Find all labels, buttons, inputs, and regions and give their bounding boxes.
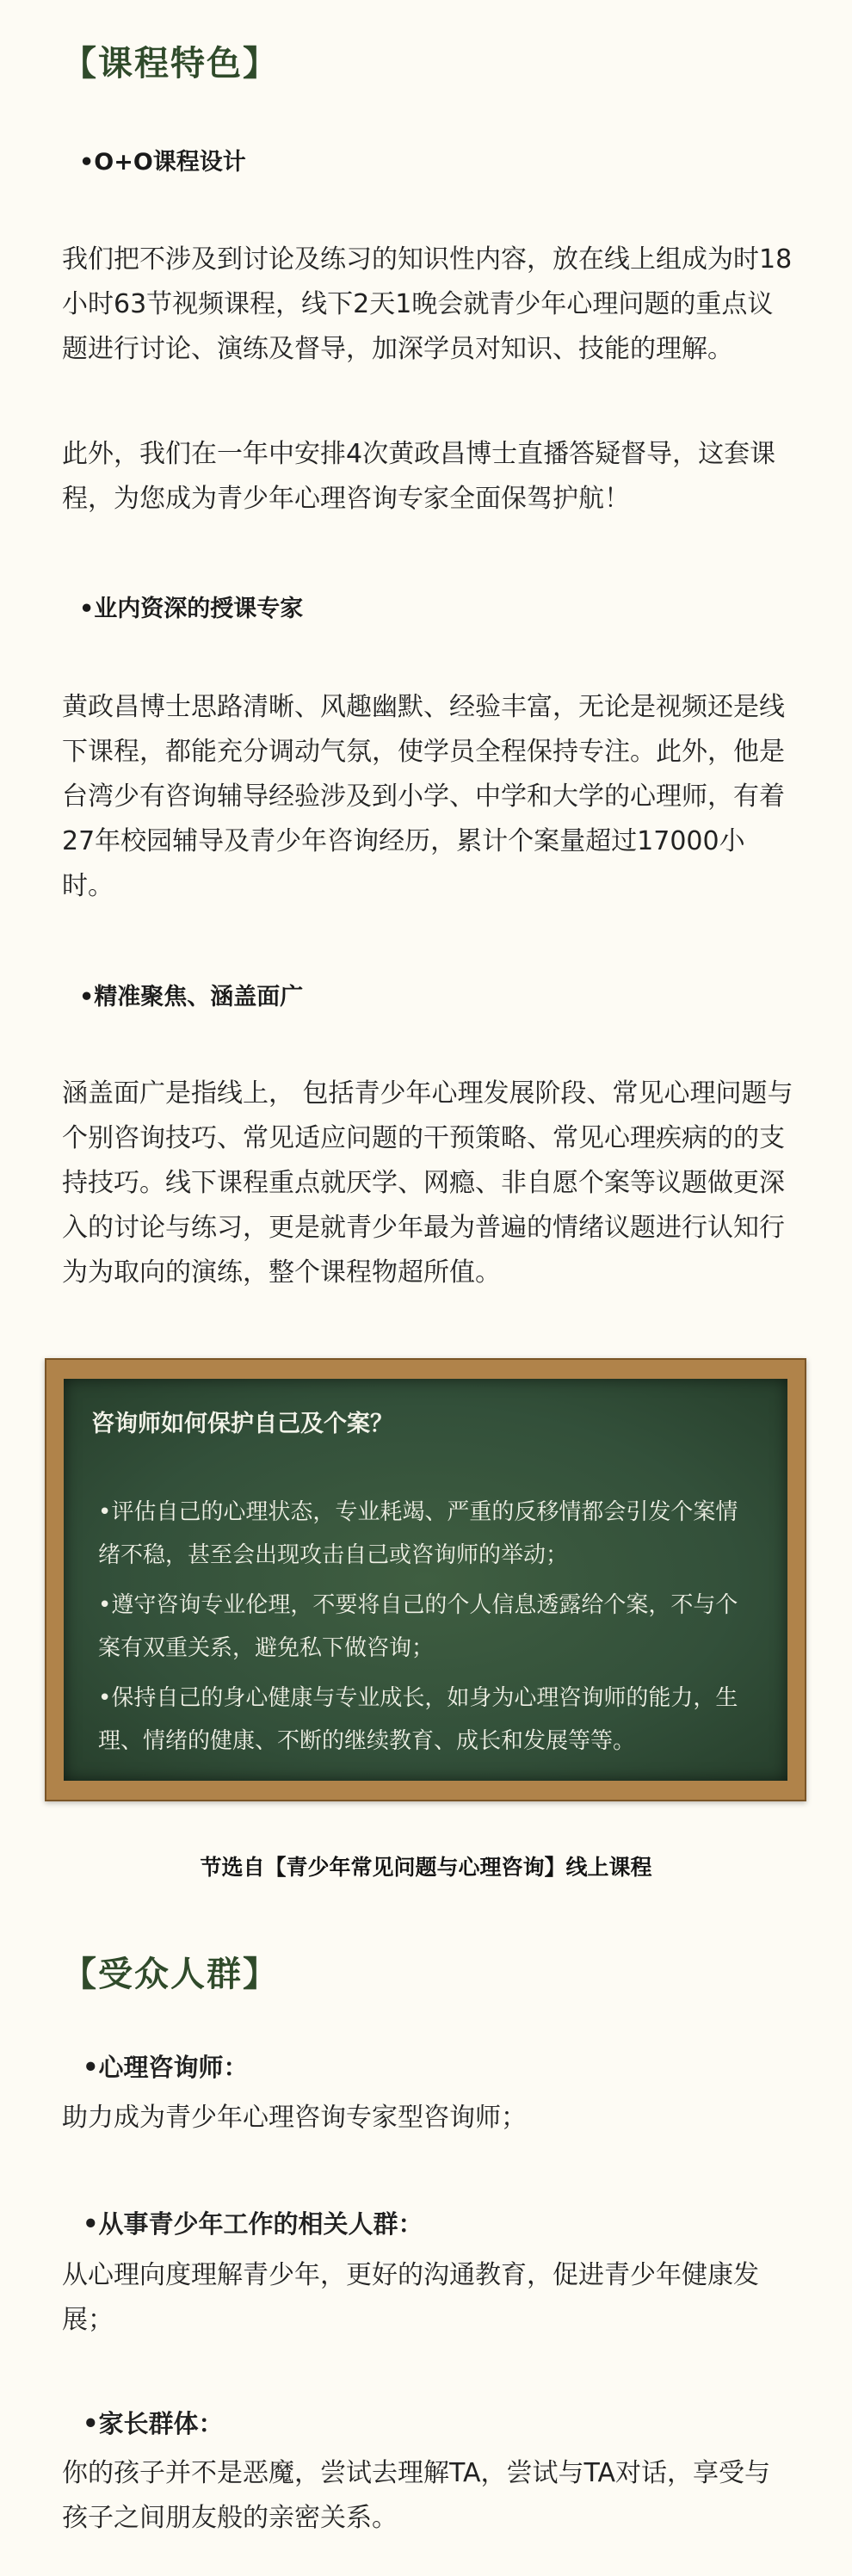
feature-heading-expert: •业内资深的授课专家 [79, 596, 304, 622]
chalkboard-item: •保持自己的身心健康与专业成长，如身为心理咨询师的能力，生理、情绪的健康、不断的继续教育、成长和发展等等。 [98, 1685, 738, 1754]
section-title-audience: 【受众人群】 [62, 1955, 279, 1994]
feature-paragraph-oo-2: 此外，我们在一年中安排4次黄政昌博士直播答疑督导，这套课程，为您成为青少年心理咨询专家全面保驾护航！ [62, 439, 776, 514]
section-title-features: 【课程特色】 [62, 44, 279, 83]
audience-heading-parents: •家长群体： [83, 2409, 224, 2438]
feature-paragraph-expert: 黄政昌博士思路清晰、风趣幽默、经验丰富，无论是视频还是线下课程，都能充分调动气氛，使学员全程保持专注。此外，他是台湾少有咨询辅导经验涉及到小学、中学和大学的心理师，有着27年校园辅导及青少年咨询经历，累计个案量超过17000小时。 [62, 692, 785, 901]
feature-paragraph-focus: 涵盖面广是指线上， 包括青少年心理发展阶段、常见心理问题与个别咨询技巧、常见适应问题的干预策略、常见心理疾病的的支持技巧。线下课程重点就厌学、网瘾、非自愿个案等议题做更深入的讨论与练习，更是就青少年最为普遍的情绪议题进行认知行为为取向的演练，整个课程物超所值。 [62, 1078, 793, 1288]
chalkboard-title: 咨询师如何保护自己及个案？ [91, 1411, 393, 1437]
audience-heading-counselor: •心理咨询师： [83, 2053, 249, 2082]
audience-text-parents: 你的孩子并不是恶魔，尝试去理解TA，尝试与TA对话，享受与孩子之间朋友般的亲密关系。 [62, 2458, 771, 2533]
chalkboard-surface [64, 1379, 787, 1781]
feature-heading-oo: •O+O课程设计 [79, 149, 246, 176]
chalkboard-frame [45, 1358, 806, 1801]
chalkboard-item: •遵守咨询专业伦理，不要将自己的个人信息透露给个案，不与个案有双重关系，避免私下做咨询； [98, 1592, 738, 1661]
board-caption: 节选自【青少年常见问题与心理咨询】线上课程 [200, 1855, 652, 1880]
chalkboard-list [98, 1491, 752, 1763]
audience-text-counselor: 助力成为青少年心理咨询专家型咨询师； [62, 2103, 527, 2133]
audience-heading-youth-workers: •从事青少年工作的相关人群： [83, 2209, 423, 2239]
chalkboard-item: •评估自己的心理状态，专业耗竭、严重的反移情都会引发个案情绪不稳，甚至会出现攻击自己或咨询师的举动； [98, 1499, 738, 1568]
audience-text-youth-workers: 从心理向度理解青少年，更好的沟通教育，促进青少年健康发展； [62, 2260, 759, 2335]
feature-heading-focus: •精准聚焦、涵盖面广 [79, 984, 304, 1010]
feature-paragraph-oo-1: 我们把不涉及到讨论及练习的知识性内容，放在线上组成为时18小时63节视频课程，线下2天1晚会就青少年心理问题的重点议题进行讨论、演练及督导，加深学员对知识、技能的理解。 [62, 244, 793, 364]
